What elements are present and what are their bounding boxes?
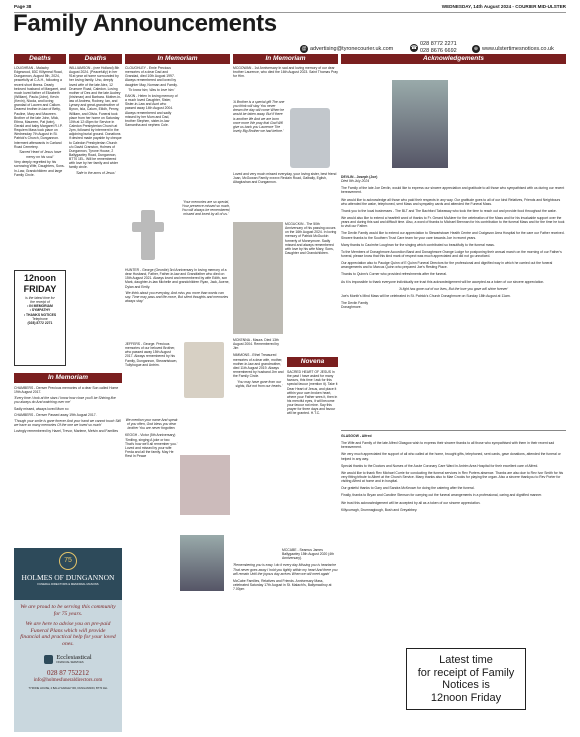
seal-75: 75: [59, 552, 77, 570]
glasgow-acknowledgement: GLASGOW - Alfred The Wife and Family of the late Alfred Glasgow wish to express their sincere thanks to all those who sympathised with them in their recent sad bereavement. We very much appreciated the support of all who called at the home, brought gifts, telephoned, sent cards, gave donations, attended the funeral or helped in any way. Special thanks to the Doctors and Nurses of the Acute Coronary Care Ward in Antrim Area Hospital for their excellent care of Alfred. We would like to thank Rev Michael Currie for conducting the funeral services in Rev Porters absence. Thanks are also due to Rev Ivor Smith for his very fitting tribute to Albert at the Church Service. Many thanks also to Mae Crooks for playing the organ. Also a sincere thankyou to Rev Porter for visiting Alfred at home and in hospital. Our grateful thanks to Gary and Sandra McKeown for doing the catering after the funeral. Finally, thanks to Bryan and Caroline Stenson for carrying out the funeral arrangements in a professional, caring and dignified manner. We trust this acknowledgement will be accepted by all as a token of our sincere appreciation. Killycurragh, Drumnaglough, Bush and Greyabbey.: [341, 430, 566, 610]
ecclesiastical-logo-icon: [44, 655, 53, 664]
williamson-notice: WILLIAMSON - (nee Holland) 8th August 2024. (Peacefully) in her 91st year at home surrounded by her loving family. Uno, deeply loved wife of the late Alex, 12 Drumore Road, Caledon. Loving mother of Des and the late Audrey (Irishman) and Barbara. Mother-in-law of Andrew, Rodney, Ian, and Lynsey and great-grandmother of Byron, Isla, Calum, Eilidh, Penny, William, and Olivia. Funeral took place from her home on Saturday 10th at 12:45pm for Service in Caledon Presbyterian Church at 2pm, followed by interment in the adjoining burial ground. Donations if desired made payable by cheque to Caledon Presbyterian Church c/o David Cranston, Holmes of Dungannon, Tyrone House, 2 Ballygawley Road, Dungannon, BT70 1EL. Will be remembered with love by her family and wider family circle.: [69, 66, 122, 170]
mcguckin-notice: MCGUCKIN - The 50th Anniversary of his passing occurs on the 16th August 2024. In loving memory of Patrick McGuckin formerly of Moneymore. Sadly missed and always remembered with love by his wife Mary, Sons, Daughter and Grandchildren.: [285, 222, 337, 255]
cross-icon-bar: [132, 222, 164, 232]
open-book-icon: [184, 342, 224, 398]
holmes-advert[interactable]: 75 HOLMES OF DUNGANNON FUNERAL DIRECTORS & MEMORIAL MASONS We are proud to be serving this community for 75 years. We are here to advise you on pre-paid Funeral Plans which will provide financial and practical help for your loved ones. Ecclesiastical FINANCIAL SERVICES 028 87 752212 info@holmesfuneraldirectors.com TYRONE HOUSE, 2 BALLYGAWLEY RD, DUNGANNON, BT70 1EL: [14, 548, 122, 732]
deadline-box: 12noon FRIDAY is the latest time for the receipt of • IN MEMORIAM • SYMPATHY • THANKS NOTICES Telephone (028) 8772 2271: [14, 270, 66, 366]
page-date: WEDNESDAY, 14th August 2024 - COURIER MID-ULSTER: [441, 4, 566, 9]
deaths-bar-2: Deaths: [69, 54, 122, 64]
jeffers-verse-block: [178, 340, 230, 412]
loughran-notice: LOUGHRAN - Malachy Edgewood, 83C Killymeal Road, Dungannon, August 5th, 2024, peacefully at C.A.H., following a recent short illness. Dearly beloved husband of Margaret, and much loved father of Elizabeth (William), Paula (John), Kevin (Kevin), Nicola, and loving grandad of Lauren and Callum. Dearest brother-in-law of Betty, Pauline, Mary and Maureen. Brother of the late John, Mick, Ethna, Maureen, Pat (twin), Gerald and baby Margaret R.I.P. Requiem Mass took place on Wednesday 7th August in St. Patrick's Church, Dungannon. Interment afterwards in Carland Road Cemetery.: [14, 66, 66, 149]
memoriam-bar-3: In Memoriam: [14, 373, 122, 383]
hunter-notice: HUNTER - George (Geordie) 3rd Anniversary In loving memory of a dear Husband, Father, Father-in-law and Grandfather who died on 15th August 2021. Always loved and remembered by wife Edith, son Mark, daughter-in-law Michelle and grandchildren Ryan, Jack, Aoene, Dylan and Emily. 'We think about you everyday, And miss you more than words can say. Time may pass and life move, But silent thoughts and memories always stay.': [125, 268, 230, 303]
page-title: Family Announcements: [13, 10, 277, 37]
devlin-photo: [392, 80, 448, 168]
deaths-column-1: [14, 66, 66, 261]
bible-image: [290, 108, 330, 168]
contact-email[interactable]: @ advertising@tyronecourier.uk.com: [301, 45, 394, 52]
novena-notice: SACRED HEART OF JESUS In the past I have asked for many favours, this time I ask for this special favour (mention it). Take it Dear Heart of Jesus, and place it within your own broken heart, where your Father sees it, then in his merciful eyes, it will become your favour not mine. Say this prayer for three days and favour will be granted. H.T.C.: [287, 370, 338, 416]
holmes-email: info@holmesfuneraldirectors.com: [33, 678, 103, 684]
ack-bar: Acknowledgements: [341, 54, 566, 64]
dove-image: [180, 455, 230, 515]
chambers-notices: CHAMBERS - Denver Precious memories of a dear Son called Home 19th August 2017. 'Every time I look at the stars I know how close you'll be Shining like you always do And watching over me' Sadly missed, always loved Mum xo CHAMBERS - Denver Passed away 19th August 2017. 'Though your smile is gone forever And your hand we cannot touch Still we have so many memories Of the one we loved so much' Lovingly remembered by Hazel, Trevor, Marlene, Melvin and Families: [14, 386, 121, 434]
loughran-verse: 'Sacred Heart of Jesus have mercy on his soul.': [18, 150, 62, 159]
phone-icon: ☎: [410, 44, 418, 51]
memoriam-bar-2: In Memoriam: [233, 54, 338, 64]
latest-time-box: Latest time for receipt of Family Notices is 12noon Friday: [406, 648, 526, 710]
mckenna-nimmons: MCKENNA - Maura. Died 13th August 2004. Remembered by Jim NIMMONS - Ethel Treasured memories of a dear wife, mother, mother-in-law and grandmother, died 11th August 2019. Always remembered by husband Jim and the Family Circle. 'You may have gone from our sights, But not from our hearts.': [233, 338, 284, 389]
holmes-phone: 028 87 752212: [47, 668, 89, 677]
eakin-verse-block: 'Your memories are so special, Your presence missed so much, You will always be remembered, missed and loved by all of us.': [181, 200, 231, 217]
portrait-photo: [180, 535, 224, 591]
deaths-bar-1: Deaths: [14, 54, 66, 64]
cross-image: [233, 222, 283, 334]
jeffers-keogh: We mention your name And speak of you often, God bless you dear brother You are never forgotten. KEOGH - Victor (5th Anniversary) 'Smiling, singing A joke or two That's how we'll all remember you.' Loved and missed by your wife Freda and all the family. May He Rest In Peace: [125, 418, 178, 459]
williamson-verse: 'Safe in the arms of Jesus': [75, 171, 116, 176]
memoriam-bar-1: In Memoriam: [125, 54, 230, 64]
email-icon: @: [301, 46, 307, 52]
memoriam-column-3a: CLOUGHLEY - Ernie Precious memories of a dear Dad and Grandad, died 10th August 1997. Always remembered and loved by daughter May, Norman and Family. 'To know him, Was to love him.' EAKIN - Helen In loving memory of a much loved Daughter, Sister, Sister-in-Law and Aunt who passed away 14th August 2004. Always remembered and sadly missed by her Mum and Dad, brother Stephen, sister-in-law Samantha and nephew Cole.: [125, 66, 178, 128]
jeffers-notice: JEFFERS - George. Precious memories of our beloved Brother, who passed away 15th August 2017. Always remembered by his Family, Dungannon, Stewartstown, Tullyhogue and Antrim.: [125, 342, 178, 367]
mcgowan-verse: 'A Brother is a special gift The one you think will stay You never dream the day will come When he would be taken away. But if there is another life And we are born once more We pray that God Will give us back you Laurence The lovely Big Brother we had before.': [233, 100, 285, 133]
loughran-regrets: Very deeply regretted by his sorrowing Wife, Daughters, Sons-In-Law, Grandchildren and large Family Circle.: [14, 160, 65, 177]
contact-web[interactable]: ⊕ www.ulstertimesnotices.co.uk: [473, 45, 554, 52]
mcgowan-notice: MCGOWAN - 1st Anniversary In sad and loving memory of our dear brother Laurence, who died the 16th August 2023. Saint Thomas Pray for Him.: [233, 66, 338, 79]
devlin-acknowledgement: DEVLIN - Joseph (Joe) Died 9th July 2024 The Family of the late Joe Devlin, would like to express our sincere appreciation and gratitude to all those who sympathised with us during our recent bereavement. We would like to acknowledge all those who paid their respects in any way. Our gratitude goes to all of our kind Relatives, Friends and Neighbours who attended the wake, telephoned, sent Mass and sympathy cards and attended the Funeral Mass. Thank you to the local businesses - The BLT and The Bachford Takeaway who took the time to reach out and provide food throughout the wake. We would also like to extend a heartfelt word of thanks to Fr. Gerard McAleer for the celebration of the Mass and for his invaluable support over the years and during this sad and difficult time. Also, a word of thanks to Michael Brennan for his contribution to the funeral Mass and for the time he took to visit our Father. The Devlin Family would like to extend our appreciation to Stewartstown Health Centre and Craigavon Area Hospital for the care our Father received. Sincere thanks to the Southern Trust Care team for your care towards Joe in recent years. Many thanks to Caoimhe Loughran for the singing which contributed so beautifully to the funeral mass. To the Members of Donaghmore Accordion Band and Donaghmore Orange Lodge for postponing their annual march on the morning of our Father's funeral, please know that this kind mark of respect was much appreciated and did not go unnoticed. Our appreciation also to Paudge Quinn of E Quinn Funeral Directors for the professional and dignified way in which he carried out the funeral arrangements and to Marcus Quinn who prepared Joe's Resting Place. Thanks to Quinn's Corner who provided refreshments after the funeral. As it is impossible to thank everyone individually we trust this acknowledgement will be accepted as a token of our sincere appreciation. 'A light has gone out of our lives, But the love you gave will shine forever' Joe's Month's Mind Mass will be celebrated in St. Patrick's Church Donaghmore on Sunday 18th August at 11am. The Devlin Family Donaghmore.: [341, 175, 565, 310]
holmes-name: HOLMES OF DUNGANNON: [21, 573, 115, 582]
mcgowan-family: Loved and very much missed everyday, your loving sister, best friend Joan, McGowan Family xxxxxx Reclain Road, Galbally, Eglish, Altaglushan and Dungannon.: [233, 172, 337, 185]
contact-phones: ☎ 028 8772 2271 028 8676 6692: [410, 41, 457, 54]
cross-icon: [141, 210, 155, 260]
web-icon: ⊕: [473, 46, 479, 52]
deaths-column-2: [69, 66, 122, 366]
page-number: Page 38: [14, 4, 32, 9]
mccabe-notice: MCCABE - Seamus James Ballygawley 15th August 2020 (4th Anniversary). 'Remembering you is easy I do it every day Missing you is heartache That never goes away I hold you tightly within my heart And there you will remain Until the joyous day arrives When we will meet again' McCabe Families, Relatives and Friends. Anniversary Mass, celebrated Saturday 17th August in St. Malachi's, Ballymacilroy at 7.00pm: [233, 548, 338, 592]
novena-bar: Novena: [287, 357, 338, 367]
